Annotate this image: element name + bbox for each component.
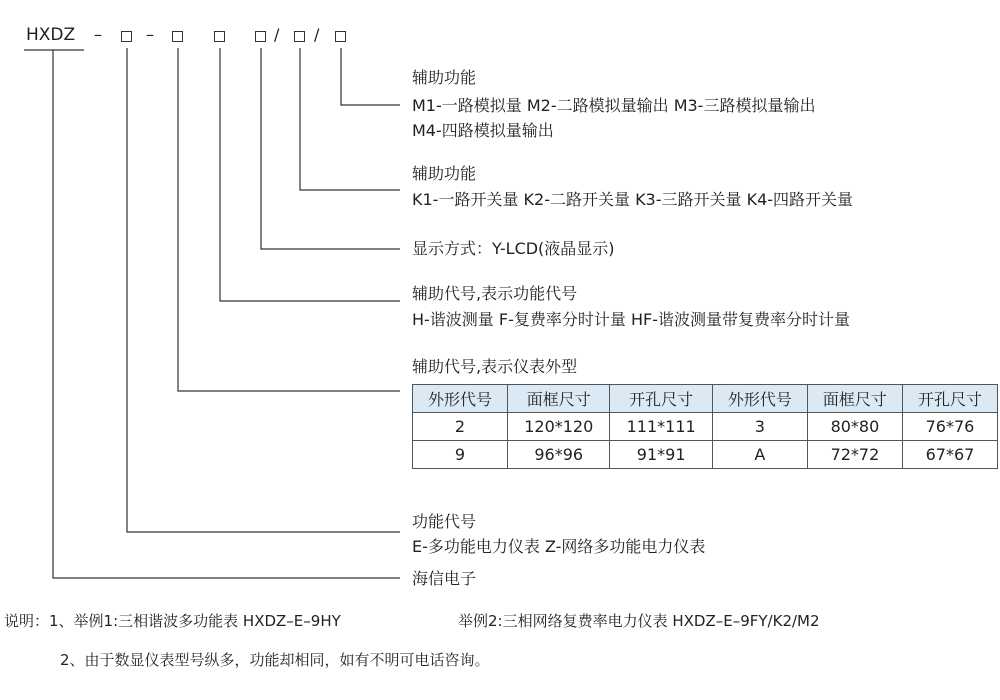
table-cell: 120*120 [508, 413, 610, 441]
table-header-row [413, 385, 998, 413]
table-cell: 67*67 [902, 441, 997, 469]
aux-m-line1: M1-一路模拟量 M2-二路模拟量输出 M3-三路模拟量输出 [412, 96, 816, 115]
note-example-1: 说明：1、举例1:三相谐波多功能表 HXDZ–E–9HY [4, 612, 341, 630]
code-slot-display [255, 31, 266, 42]
connector-shape [178, 48, 400, 391]
shape-size-table [412, 384, 998, 469]
connector-aux-m [341, 48, 400, 105]
note-line-2: 2、由于数显仪表型号纵多，功能却相同，如有不明可电话咨询。 [60, 651, 490, 669]
table-cell: 91*91 [610, 441, 712, 469]
table-header-cell: 面框尺寸 [807, 385, 902, 413]
table-cell: 3 [712, 413, 807, 441]
shape-code-title: 辅助代号,表示仪表外型 [412, 357, 578, 376]
table-header-cell: 外形代号 [712, 385, 807, 413]
connector-brand [53, 50, 400, 578]
func-code-line1: H-谐波测量 F-复费率分时计量 HF-谐波测量带复费率分时计量 [412, 310, 850, 329]
table-cell: 111*111 [610, 413, 712, 441]
table-cell: 80*80 [807, 413, 902, 441]
table-cell: 9 [413, 441, 508, 469]
brand-name: 海信电子 [412, 569, 477, 588]
code-slot-func-code [214, 31, 225, 42]
function-line1: E-多功能电力仪表 Z-网络多功能电力仪表 [412, 537, 706, 556]
display-line: 显示方式：Y-LCD(液晶显示) [412, 239, 615, 258]
table-header-cell: 开孔尺寸 [610, 385, 712, 413]
table-row [413, 413, 998, 441]
code-slot-aux-m [335, 31, 346, 42]
aux-m-line2: M4-四路模拟量输出 [412, 121, 554, 140]
table-cell: 96*96 [508, 441, 610, 469]
model-prefix: HXDZ [26, 25, 76, 45]
aux-k-title: 辅助功能 [412, 164, 477, 183]
table-header-cell: 外形代号 [413, 385, 508, 413]
table-header-cell: 开孔尺寸 [902, 385, 997, 413]
aux-m-title: 辅助功能 [412, 68, 477, 87]
code-slot-aux-k [294, 31, 305, 42]
table-cell: 76*76 [902, 413, 997, 441]
code-slash: / [314, 25, 320, 44]
code-dash: – [94, 25, 102, 44]
table-cell: 2 [413, 413, 508, 441]
table-row [413, 441, 998, 469]
function-title: 功能代号 [412, 512, 477, 531]
connector-func-code [220, 48, 400, 301]
code-slot-function [121, 31, 132, 42]
code-slot-shape [172, 31, 183, 42]
func-code-title: 辅助代号,表示功能代号 [412, 284, 578, 303]
connector-aux-k [300, 48, 400, 190]
table-cell: 72*72 [807, 441, 902, 469]
connector-function [127, 48, 400, 532]
code-slash: / [274, 25, 280, 44]
note-example-2: 举例2:三相网络复费率电力仪表 HXDZ–E–9FY/K2/M2 [458, 612, 820, 630]
code-dash: – [146, 25, 154, 44]
aux-k-line1: K1-一路开关量 K2-二路开关量 K3-三路开关量 K4-四路开关量 [412, 190, 854, 209]
table-header-cell: 面框尺寸 [508, 385, 610, 413]
table-cell: A [712, 441, 807, 469]
connector-display [261, 48, 400, 249]
